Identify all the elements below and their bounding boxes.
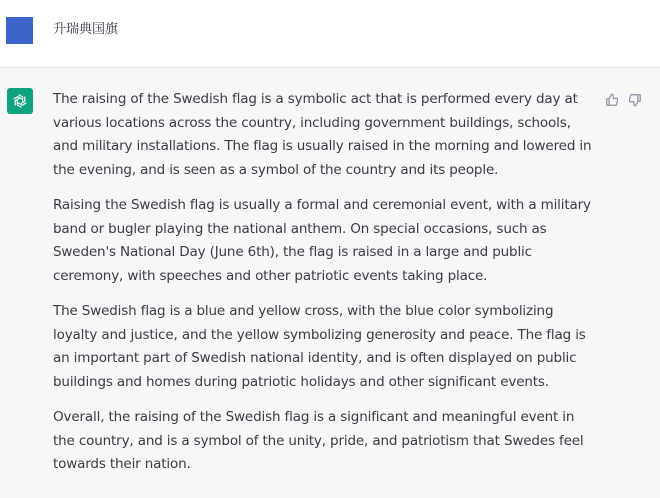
user-message-text: 升瑞典国旗 (53, 22, 119, 37)
user-message-row (0, 0, 660, 68)
response-paragraph-2: Raising the Swedish flag is usually a formal and ceremonial event, with a military band or bugler playing the national anthem. On special occasions, such as Sweden's National Day (June 6th), the flag is raised in a large and public ceremony, with speeches and other patriotic events taking place. (53, 197, 591, 284)
response-paragraph-3: The Swedish flag is a blue and yellow cross, with the blue color symbolizing loyalty and justice, and the yellow symbolizing generosity and peace. The flag is an important part of Swedish national identity, and is often displayed on public buildings and homes during patriotic holidays and other significant events. (53, 303, 586, 390)
thumbs-up-icon[interactable] (604, 92, 620, 108)
assistant-message-row (0, 68, 660, 498)
thumbs-down-icon[interactable] (627, 92, 643, 108)
assistant-response (53, 88, 593, 489)
response-paragraph-4: Overall, the raising of the Swedish flag is a significant and meaningful event in the country, and is a symbol of the unity, pride, and patriotism that Swedes feel towards their nation. (53, 409, 584, 472)
openai-logo-icon (7, 88, 33, 114)
response-paragraph-1: The raising of the Swedish flag is a symbolic act that is performed every day at various locations across the country, including government buildings, schools, and military installations. The flag is usually raised in the morning and lowered in the evening, and is seen as a symbol of the country and its people. (53, 91, 592, 178)
user-avatar (6, 17, 33, 44)
